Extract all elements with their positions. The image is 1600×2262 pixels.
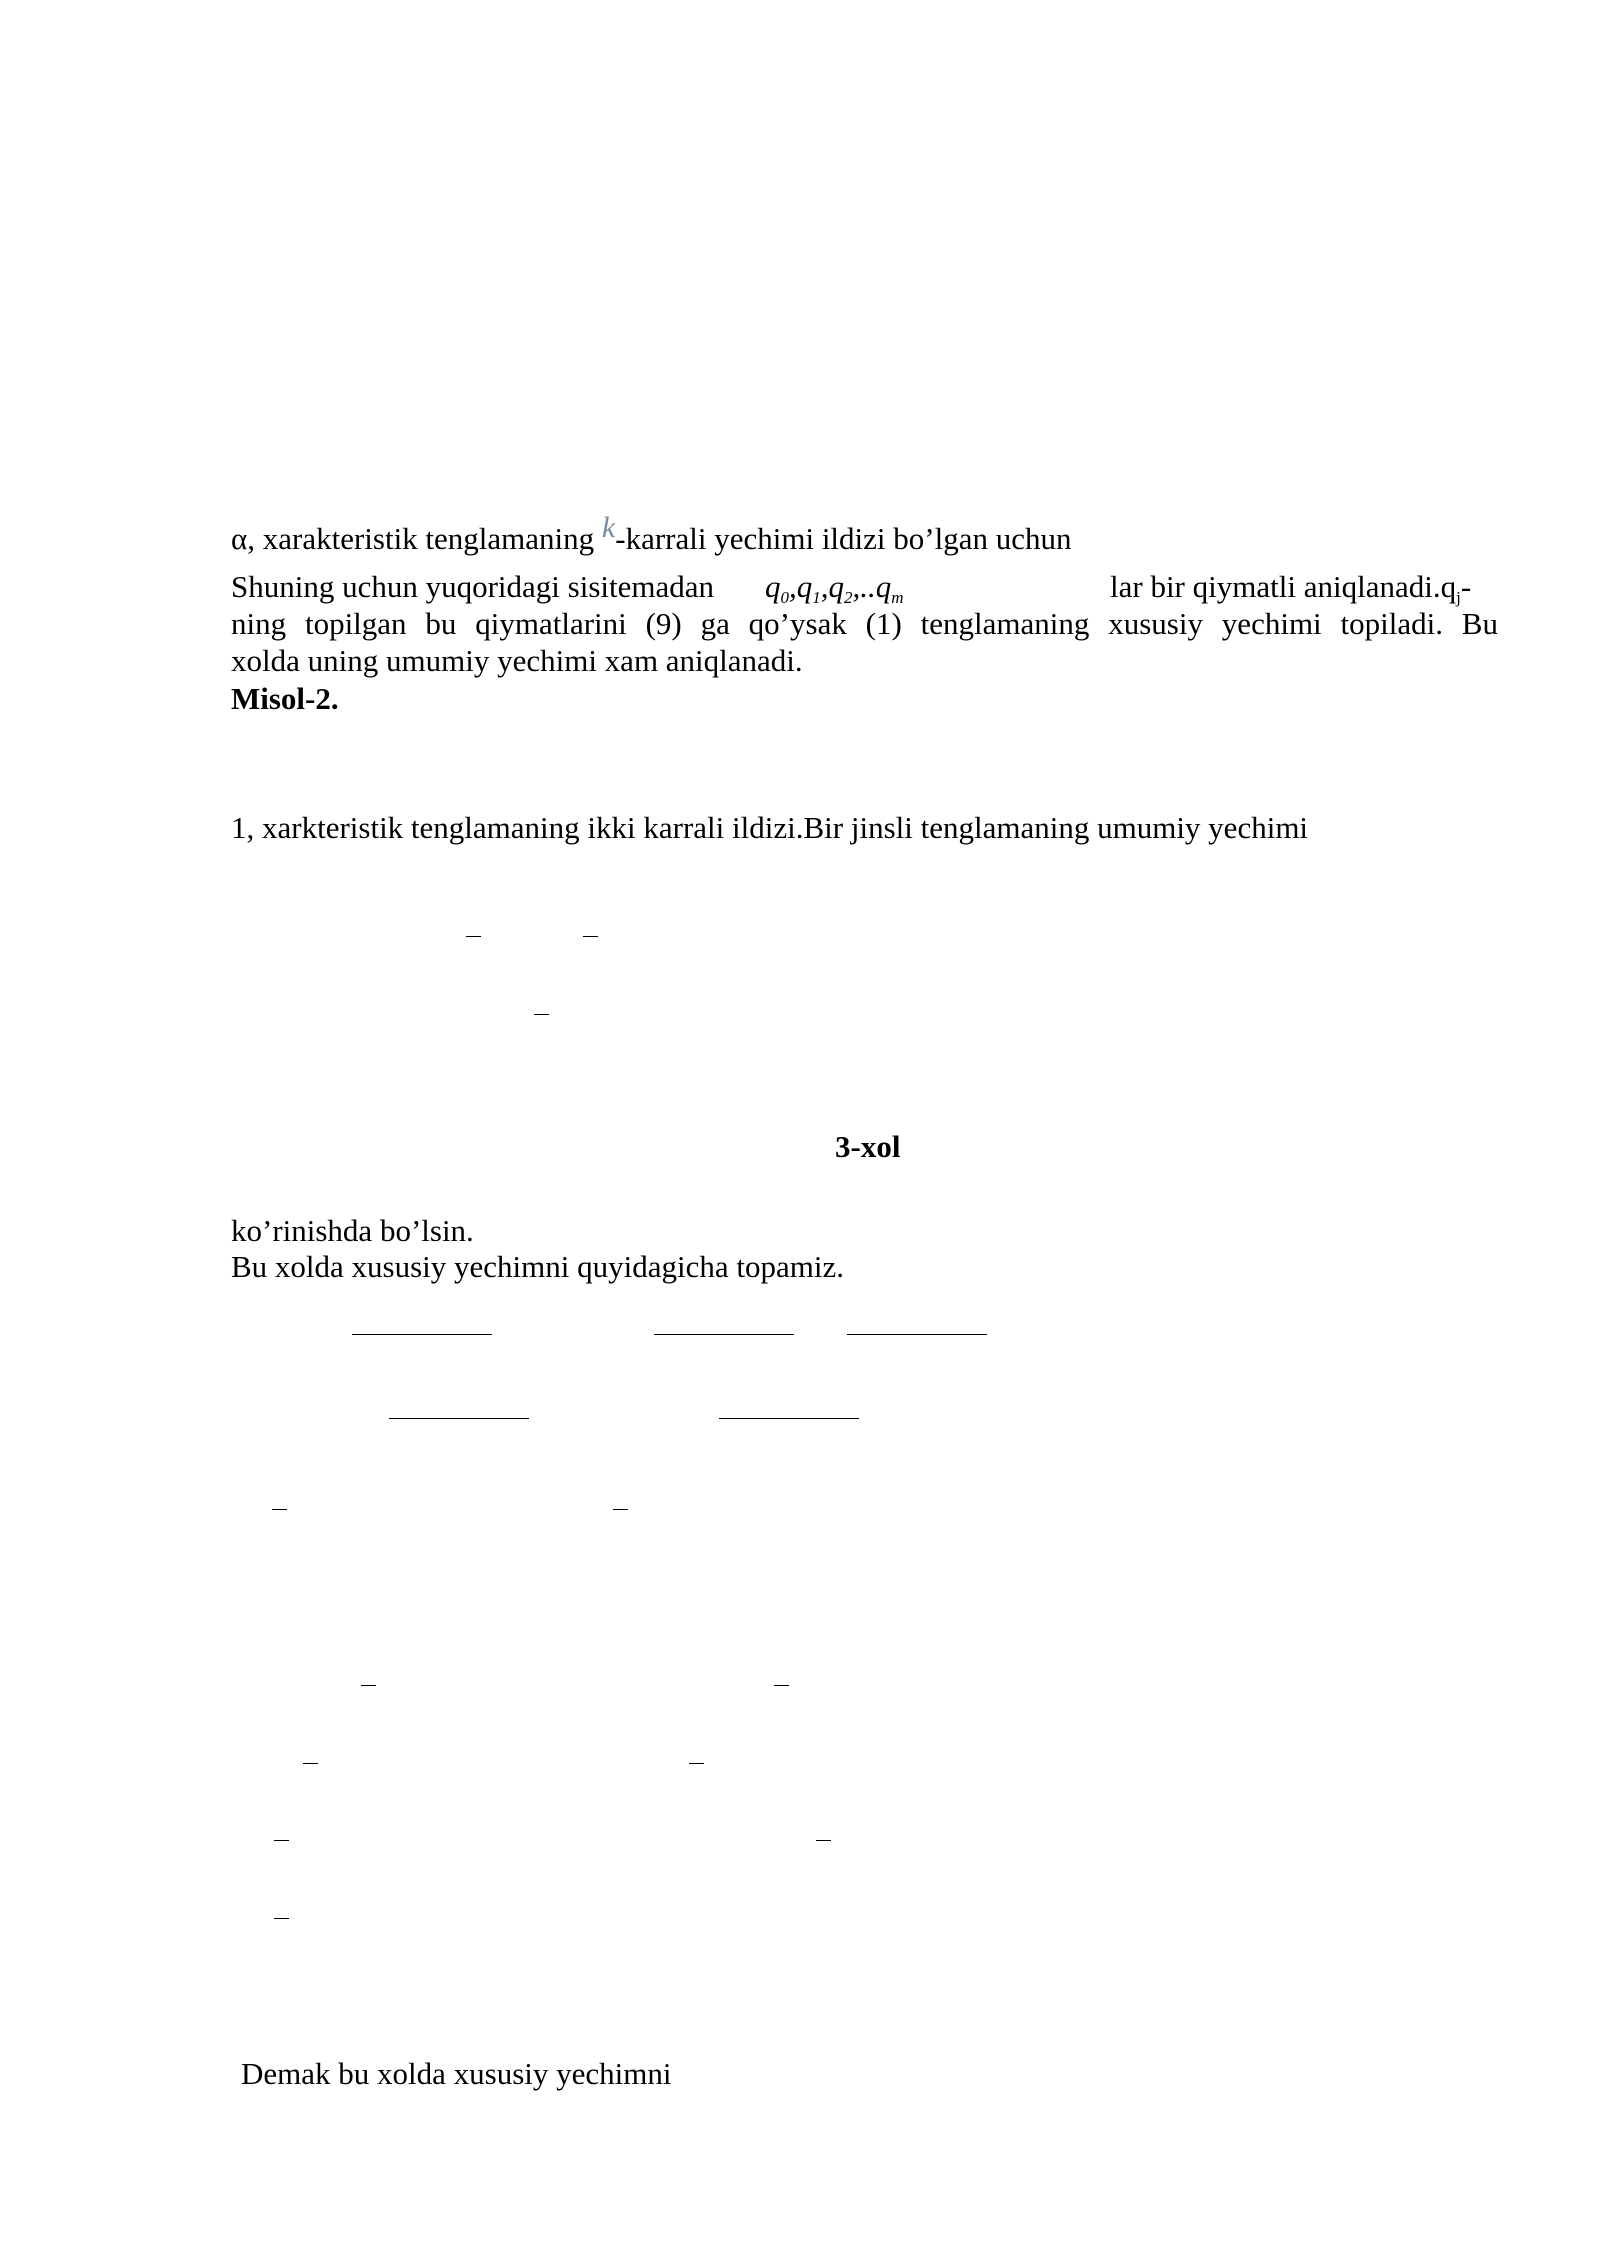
ellipsis: ,..	[852, 569, 876, 604]
paragraph-system-line2	[231, 608, 1498, 639]
paragraph-double-root: 1, xarkteristik tenglamaning ikki karrali ildizi.Bir jinsli tenglamaning umumiy yechimi	[231, 810, 1309, 845]
paragraph-system-start	[231, 571, 714, 602]
formula-dash	[466, 936, 481, 937]
formula-dash	[534, 1014, 549, 1015]
q0-subscript: 0	[780, 588, 789, 607]
fraction-bar	[847, 1334, 987, 1335]
paragraph-alpha-suffix: -karrali yechimi ildizi bo’lgan uchun	[615, 521, 1072, 556]
determined-text: lar bir qiymatli aniqlanadi.q	[1110, 569, 1457, 604]
formula-dash	[272, 1509, 287, 1510]
fraction-bar	[719, 1418, 859, 1419]
q1-letter: q	[796, 569, 813, 604]
fraction-bar	[654, 1334, 794, 1335]
q-coefficients-list	[765, 569, 904, 607]
paragraph-system-end	[1110, 569, 1472, 607]
paragraph-alpha-root	[231, 511, 1072, 556]
paragraph-form: ko’rinishda bo’lsin.	[231, 1213, 474, 1248]
formula-dash	[613, 1509, 628, 1510]
qm-letter: q	[875, 569, 892, 604]
found-values-text: ning topilgan bu qiymatlarini (9) ga qo’ysak (1) tenglamaning xususiy yechimi topiladi. Bu	[231, 606, 1498, 641]
qm-subscript: m	[891, 588, 904, 607]
system-intro-text: Shuning uchun yuqoridagi sisitemadan	[231, 569, 715, 604]
formula-dash	[816, 1840, 831, 1841]
q2-subscript: 2	[844, 588, 853, 607]
formula-dash	[583, 936, 598, 937]
general-solution-text: xolda uning umumiy yechimi xam aniqlanadi.	[231, 643, 803, 678]
hyphen: -	[1460, 569, 1472, 604]
qj-subscript: j	[1456, 588, 1461, 607]
fraction-bar	[352, 1334, 492, 1335]
paragraph-conclusion: Demak bu xolda xususiy yechimni	[241, 2056, 672, 2091]
formula-dash	[274, 1840, 289, 1841]
formula-dash	[774, 1685, 789, 1686]
formula-dash	[303, 1763, 318, 1764]
paragraph-alpha-prefix: α, xarakteristik tenglamaning	[231, 521, 602, 556]
q1-subscript: 1	[812, 588, 821, 607]
k-symbol: k	[601, 511, 616, 544]
fraction-bar	[389, 1418, 529, 1419]
case-heading: 3-xol	[835, 1129, 901, 1164]
paragraph-particular-solution: Bu xolda xususiy yechimni quyidagicha topamiz.	[231, 1249, 845, 1284]
formula-dash	[689, 1763, 704, 1764]
separator-1: ,	[789, 569, 797, 604]
separator-2: ,	[820, 569, 829, 604]
q2-letter: q	[828, 569, 844, 604]
formula-dash	[361, 1685, 376, 1686]
q0-letter: q	[765, 569, 781, 604]
formula-dash	[274, 1918, 289, 1919]
example-label: Misol-2.	[231, 681, 339, 716]
paragraph-system-line3	[231, 645, 803, 676]
